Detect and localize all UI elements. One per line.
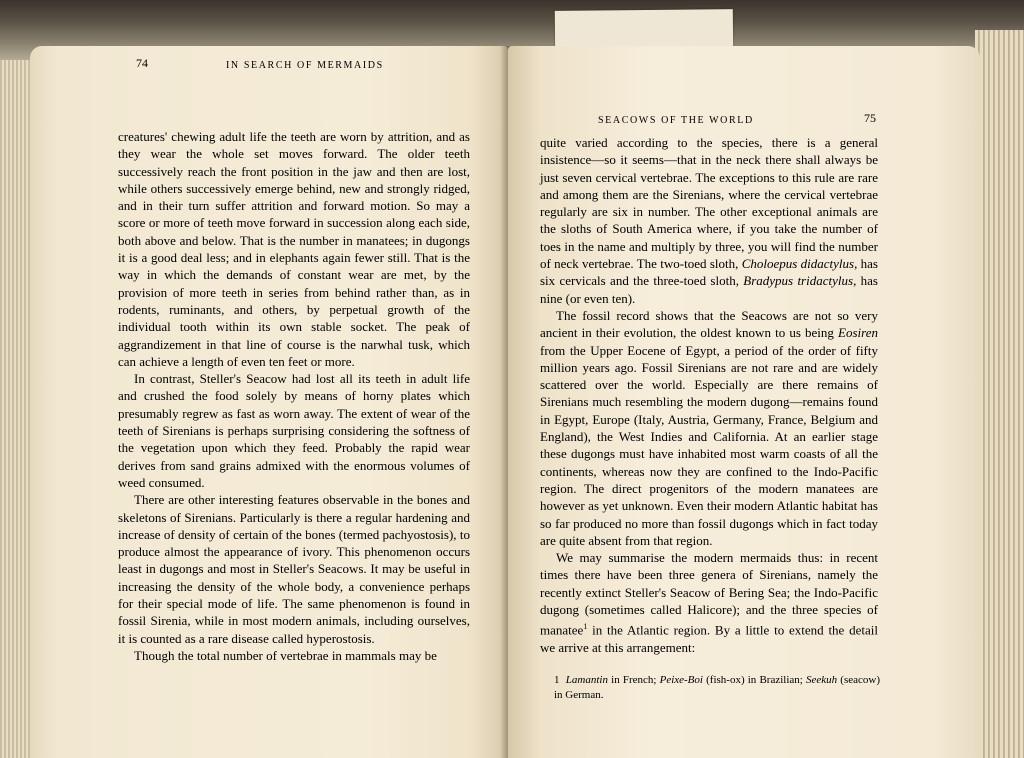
genus-name: Eosiren [838, 325, 878, 341]
page-edges-left [0, 60, 34, 758]
footnote-number: 1 [554, 674, 560, 686]
paragraph: creatures' chewing adult life the teeth are worn by attrition, and as they wear the whole set moves forward. The older teeth successively reach the front position in the jaw and then are lost, while others successively emerge behind, new and strongly ridged, and in their turn suffer attrition and forward motion. So may a score or more of teeth move forward in succession along each side, both above and below. That is the number in manatees; in dugongs it is a good deal less; and in elephants again fewer still. That is the way in which the demands of constant wear are met, by the provision of more teeth in series from behind rather than, as in rodents, ruminants, and others, by perpetual growth of the individual tooth within its own stable socket. The peak of aggrandizement in that line of course is the narwhal tusk, which can achieve a length of even ten feet or more. [118, 129, 470, 369]
paragraph: We may summarise the modern mermaids thus: in recent times there have been three genera of Sirenians, namely the recently extinct Steller's Seacow of Bering Sea; the Indo-Pacific dugong (sometimes called Halicore); and the three species of manatee$^1$ in the Atlantic region. By a little to extend the detail we arrive at this arrangement: [540, 550, 878, 655]
footnote-marker: 1 [583, 622, 588, 632]
right-page-body [540, 134, 878, 656]
right-page-number: 75 [864, 111, 876, 125]
left-page-body [118, 128, 470, 664]
species-name: Choloepus didactylus [741, 256, 855, 272]
left-page-number: 74 [136, 56, 148, 70]
footnote: 1 Lamantin in French; Peixe-Boi (fish-ox) in Brazilian; Seekuh (seacow) in German. [554, 674, 880, 701]
paragraph: Though the total number of vertebrae in mammals may be [134, 647, 437, 663]
paragraph: In contrast, Steller's Seacow had lost all its teeth in adult life and crushed the food solely by means of horny plates which presumably regrew as fast as worn away. The extent of wear of the teeth of Sirenians is perhaps surprising considering the softness of the vegetation upon which they feed. Probably the rapid wear derives from sand grains admixed with the enormous volumes of weed consumed. [118, 371, 470, 490]
species-name: Bradypus tridactylus [743, 273, 854, 289]
right-running-head: SEACOWS OF THE WORLD [598, 115, 754, 126]
page-edges-right [975, 30, 1024, 758]
paragraph: There are other interesting features observable in the bones and skeletons of Sirenians. Particularly is there a regular hardening and increase of density of certain of the bones (termed pachyostosis), to produce almost the appearance of ivory. This phenomenon occurs least in dugongs and most in Steller's Seacows. It may be useful in increasing the density of the whole body, a convenience perhaps for their special mode of life. The same phenomenon is found in fossil Sirenia, while in most modern animals, including ourselves, it is counted as a rare disease called hyperostosis. [118, 492, 470, 646]
paragraph: The fossil record shows that the Seacows are not so very ancient in their evolution, the oldest known to us being Eosiren from the Upper Eocene of Egypt, a period of the order of fifty million years ago. Fossil Sirenians are not rare and are widely scattered over the world. Especially are there remains of Sirenians much resembling the modern dugong—remains found in Egypt, Europe (Italy, Austria, Germany, France, Belgium and England), the West Indies and California. At an earlier stage these dugongs must have inhabited most warm coasts of all the continents, whereas now they are confined to the Indo-Pacific region. The direct progenitors of the modern manatees are however as yet unknown. Even their modern Atlantic habitat has so far produced no more than fossil dugongs which in fact today are quite absent from that region. [540, 307, 878, 548]
left-running-head: IN SEARCH OF MERMAIDS [226, 60, 384, 71]
paragraph: quite varied according to the species, there is a general insistence—so it seems—that in the neck there shall always be just seven cervical vertebrae. The exceptions to this rule are rare and among them are the Sirenians, where the cervical vertebrae regularly are six in number. The other exceptional animals are the sloths of South America where, if you take the number of toes in the name and multiply by three, you will find the number of neck vertebrae. The two-toed sloth, Choloepus didactylus, has six cervicals and the three-toed sloth, Bradypus tridactylus, has nine (or even ten). [540, 135, 878, 306]
